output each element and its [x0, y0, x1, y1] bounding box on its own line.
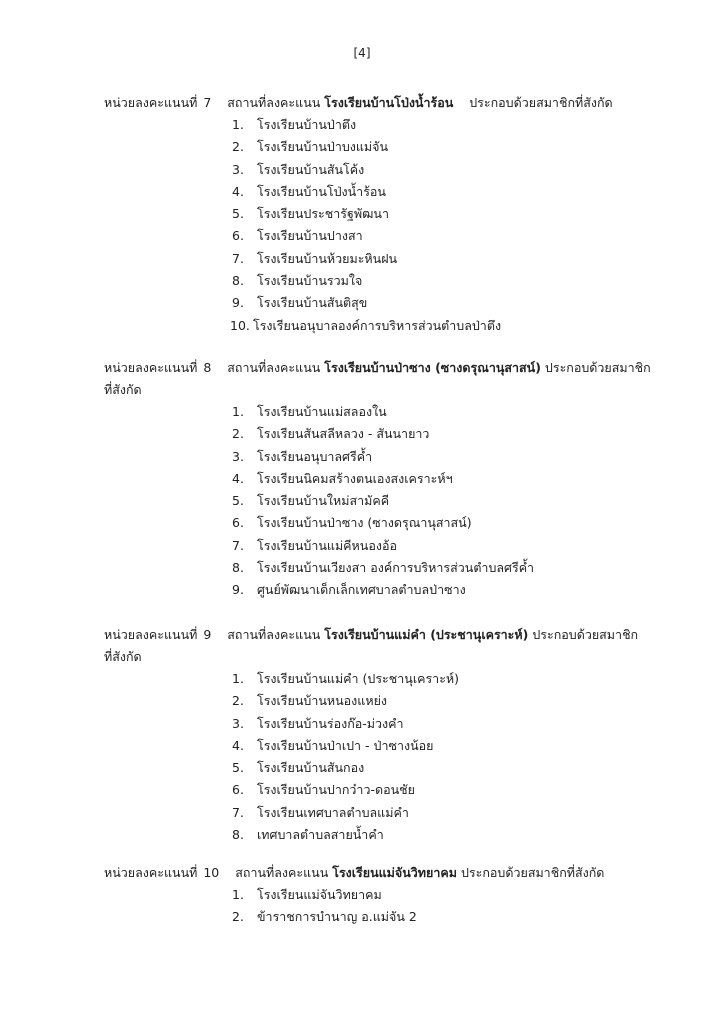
- item-text: โรงเรียนบ้านสันโค้ง: [257, 161, 365, 177]
- unit-label: หน่วยลงคะแนนที่: [104, 865, 198, 880]
- member-list: [104, 884, 664, 929]
- unit-number: 10: [203, 865, 220, 880]
- item-text: ข้าราชการบำนาญ อ.แม่จัน 2: [257, 909, 417, 925]
- item-text: โรงเรียนแม่จันวิทยาคม: [257, 887, 382, 902]
- item-text: โรงเรียนบ้านป่าบงแม่จัน: [257, 139, 389, 155]
- item-text: โรงเรียนบ้านใหม่สามัคคี: [257, 493, 390, 509]
- unit-label: หน่วยลงคะแนนที่: [104, 627, 198, 642]
- item-number: 3.: [232, 715, 244, 731]
- item-number: 7.: [232, 804, 244, 820]
- item-number: 3.: [232, 448, 244, 464]
- list-item: [104, 713, 664, 735]
- item-number: 4.: [232, 737, 244, 753]
- members-suffix: ประกอบด้วยสมาชิก: [544, 360, 651, 375]
- voting-unit-9: [104, 624, 664, 846]
- item-number: 6.: [232, 228, 244, 244]
- list-item: [104, 557, 664, 579]
- item-number: 9.: [232, 582, 244, 598]
- item-text: เทศบาลตำบลสายน้ำคำ: [257, 827, 384, 843]
- section-header: [104, 92, 664, 114]
- place-name: โรงเรียนแม่จันวิทยาคม: [332, 865, 457, 880]
- members-suffix: ประกอบด้วยสมาชิกที่สังกัด: [460, 865, 605, 880]
- item-text: โรงเรียนอนุบาลองค์การบริหารส่วนตำบลป่าตึง: [253, 317, 502, 333]
- list-item: [104, 292, 664, 314]
- list-item: [104, 735, 664, 757]
- item-number: 10.: [230, 317, 250, 333]
- item-number: 7.: [232, 250, 244, 266]
- list-item: [104, 203, 664, 225]
- item-text: โรงเรียนบ้านร่องก๊อ-ม่วงคำ: [257, 715, 404, 731]
- list-item: [104, 668, 664, 690]
- item-text: โรงเรียนบ้านป่าตึง: [257, 117, 357, 132]
- members-suffix-continued: ที่สังกัด: [104, 649, 142, 664]
- item-number: 4.: [232, 183, 244, 199]
- section-header: [104, 624, 664, 646]
- item-number: 1.: [232, 671, 244, 686]
- item-number: 1.: [232, 117, 244, 132]
- section-header: [104, 862, 664, 884]
- list-item: [104, 512, 664, 534]
- member-list: [104, 401, 664, 602]
- place-name: โรงเรียนบ้านป่าซาง (ซางดรุณานุสาสน์): [324, 360, 541, 375]
- list-item: [104, 802, 664, 824]
- unit-label: หน่วยลงคะแนนที่: [104, 95, 198, 110]
- list-item: [104, 225, 664, 247]
- item-number: 5.: [232, 206, 244, 222]
- list-item: [104, 181, 664, 203]
- place-name: โรงเรียนบ้านแม่คำ (ประชานุเคราะห์): [324, 627, 529, 642]
- member-list: [104, 668, 664, 846]
- voting-unit-10: [104, 862, 664, 929]
- member-list: [104, 114, 664, 337]
- list-item: [104, 579, 664, 601]
- item-number: 2.: [232, 426, 244, 442]
- place-label: สถานที่ลงคะแนน: [227, 627, 321, 642]
- unit-label: หน่วยลงคะแนนที่: [104, 360, 198, 375]
- item-number: 4.: [232, 470, 244, 486]
- item-number: 2.: [232, 909, 244, 925]
- unit-number: 8: [203, 360, 212, 375]
- section-header: [104, 357, 664, 379]
- item-text: โรงเรียนนิคมสร้างตนเองสงเคราะห์ฯ: [257, 470, 453, 486]
- item-text: โรงเรียนสันสลีหลวง - สันนายาว: [257, 426, 430, 442]
- item-text: โรงเรียนบ้านป่าเปา - ป่าซางน้อย: [257, 737, 434, 753]
- item-number: 7.: [232, 537, 244, 553]
- list-item: [104, 757, 664, 779]
- list-item: [104, 401, 664, 423]
- list-item: [104, 270, 664, 292]
- list-item: [104, 468, 664, 490]
- item-number: 5.: [232, 760, 244, 776]
- item-number: 2.: [232, 693, 244, 709]
- page-number: [4]: [353, 46, 371, 60]
- list-item: [104, 248, 664, 270]
- item-text: โรงเรียนบ้านโป่งน้ำร้อน: [257, 183, 386, 199]
- item-number: 9.: [232, 295, 244, 311]
- item-number: 5.: [232, 493, 244, 509]
- item-number: 6.: [232, 782, 244, 798]
- list-item: [104, 690, 664, 712]
- list-item: [104, 535, 664, 557]
- unit-number: 9: [203, 627, 212, 642]
- list-item: [104, 114, 664, 136]
- list-item: [104, 159, 664, 181]
- list-item: [104, 315, 664, 337]
- item-text: โรงเรียนอนุบาลศรีค้ำ: [257, 448, 373, 464]
- item-text: โรงเรียนบ้านสันติสุข: [257, 295, 368, 311]
- item-text: โรงเรียนบ้านปากว๋าว-ดอนชัย: [257, 782, 415, 798]
- list-item: [104, 490, 664, 512]
- item-text: โรงเรียนบ้านรวมใจ: [257, 273, 363, 289]
- list-item: [104, 136, 664, 158]
- item-text: โรงเรียนบ้านหนองแหย่ง: [257, 693, 388, 709]
- voting-unit-8: [104, 357, 664, 602]
- members-suffix: ประกอบด้วยสมาชิก: [532, 627, 639, 642]
- place-label: สถานที่ลงคะแนน: [235, 865, 329, 880]
- item-number: 6.: [232, 515, 244, 531]
- list-item: [104, 779, 664, 801]
- item-text: โรงเรียนประชารัฐพัฒนา: [257, 206, 389, 222]
- item-text: โรงเรียนบ้านปางสา: [257, 228, 363, 244]
- item-number: 1.: [232, 404, 244, 419]
- place-name: โรงเรียนบ้านโป่งน้ำร้อน: [324, 95, 454, 110]
- list-item: [104, 824, 664, 846]
- list-item: [104, 423, 664, 445]
- item-number: 3.: [232, 161, 244, 177]
- place-label: สถานที่ลงคะแนน: [227, 95, 321, 110]
- item-text: ศูนย์พัฒนาเด็กเล็กเทศบาลตำบลป่าซาง: [257, 582, 466, 598]
- members-suffix: ประกอบด้วยสมาชิกที่สังกัด: [469, 95, 613, 110]
- list-item: [104, 884, 664, 906]
- voting-unit-7: [104, 92, 664, 337]
- item-number: 2.: [232, 139, 244, 155]
- list-item: [104, 446, 664, 468]
- place-label: สถานที่ลงคะแนน: [227, 360, 321, 375]
- item-number: 1.: [232, 887, 244, 902]
- item-text: โรงเรียนบ้านเวียงสา องค์การบริหารส่วนตำบลศรีค้ำ: [257, 560, 535, 576]
- list-item: [104, 906, 664, 928]
- item-text: โรงเรียนบ้านห้วยมะหินฝน: [257, 250, 398, 266]
- item-text: โรงเรียนบ้านแม่คำ (ประชานุเคราะห์): [257, 671, 460, 686]
- item-number: 8.: [232, 560, 244, 576]
- item-text: โรงเรียนบ้านแม่สลองใน: [257, 404, 387, 419]
- item-number: 8.: [232, 827, 244, 843]
- unit-number: 7: [203, 95, 212, 110]
- item-text: โรงเรียนบ้านป่าซาง (ซางดรุณานุสาสน์): [257, 515, 472, 531]
- members-suffix-continued: ที่สังกัด: [104, 382, 142, 397]
- item-number: 8.: [232, 273, 244, 289]
- item-text: โรงเรียนเทศบาลตำบลแม่คำ: [257, 804, 409, 820]
- item-text: โรงเรียนบ้านแม่คีหนองอ้อ: [257, 537, 397, 553]
- item-text: โรงเรียนบ้านสันกอง: [257, 760, 365, 776]
